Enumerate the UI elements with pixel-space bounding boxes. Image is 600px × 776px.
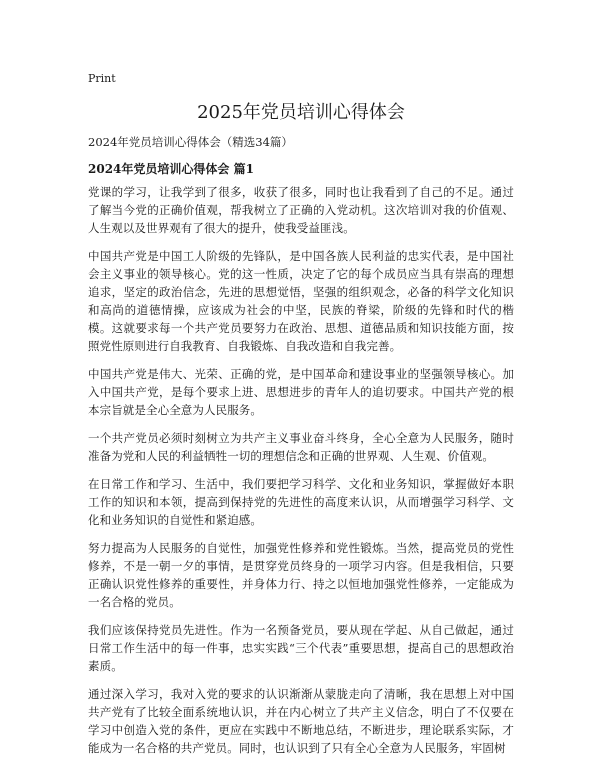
page-title: 2025年党员培训心得体会 xyxy=(197,102,405,123)
paragraph: 努力提高为人民服务的自觉性，加强党性修养和党性锻炼。当然，提高党员的党性修养，不是一朝一夕的事情，是贯穿党员终身的一项学习内容。但是我相信，只要正确认识党性修养的重要性，并身体力行、持之以恒地加强党性修养，一定能成为一名合格的党员。 xyxy=(88,541,514,609)
paragraph: 我们应该保持党员先进性。作为一名预备党员，要从现在学起、从自己做起，通过日常工作生活中的每一件事，忠实实践“三个代表”重要思想，提高自己的思想政治素质。 xyxy=(88,623,514,673)
paragraph: 通过深入学习，我对入党的要求的认识渐渐从蒙胧走向了清晰，我在思想上对中国共产党有了比较全面系统地认识，并在内心树立了共产主义信念，明白了不仅要在学习中创造入党的条件，更应在实践中不断地总结，不断进步，理论联系实际，才能成为一名合格的共产党员。同时，也认识到了只有全心全意为人民服务，牢固树 xyxy=(88,687,514,755)
document-subtitle: 2024年党员培训心得体会（精选34篇） xyxy=(88,135,293,149)
paragraph: 一个共产党员必须时刻树立为共产主义事业奋斗终身，全心全意为人民服务，随时准备为党和人民的利益牺牲一切的理想信念和正确的世界观、人生观、价值观。 xyxy=(88,431,514,463)
section-heading: 2024年党员培训心得体会 篇1 xyxy=(88,162,254,176)
paragraph: 中国共产党是伟大、光荣、正确的党，是中国革命和建设事业的坚强领导核心。加入中国共产党，是每个要求上进、思想进步的青年人的追切要求。中国共产党的根本宗旨就是全心全意为人民服务。 xyxy=(88,367,514,417)
article-body xyxy=(88,183,514,767)
paragraph: 中国共产党是中国工人阶级的先锋队，是中国各族人民利益的忠实代表，是中国社会主义事业的领导核心。党的这一性质，决定了它的每个成员应当具有崇高的理想追求，坚定的政治信念，先进的思想觉悟，坚强的组织观念，必备的科学文化知识和高尚的道德情操，应该成为社会的中坚，民族的脊梁，阶级的先锋和时代的楷模。这就要求每一个共产党员要努力在政治、思想、道德品质和知识技能方面，按照党性原则进行自我教育、自我锻炼、自我改造和自我完善。 xyxy=(88,249,514,353)
paragraph: 党课的学习，让我学到了很多，收获了很多，同时也让我看到了自己的不足。通过了解当今党的正确价值观，帮我树立了正确的入党动机。这次培训对我的价值观、人生观以及世界观有了很大的提升，使我受益匪浅。 xyxy=(88,185,514,235)
paragraph: 在日常工作和学习、生活中，我们要把学习科学、文化和业务知识，掌握做好本职工作的知识和本领，提高到保持党的先进性的高度来认识，从而增强学习科学、文化和业务知识的自觉性和紧迫感。 xyxy=(88,477,514,527)
print-link[interactable]: Print xyxy=(88,72,116,85)
